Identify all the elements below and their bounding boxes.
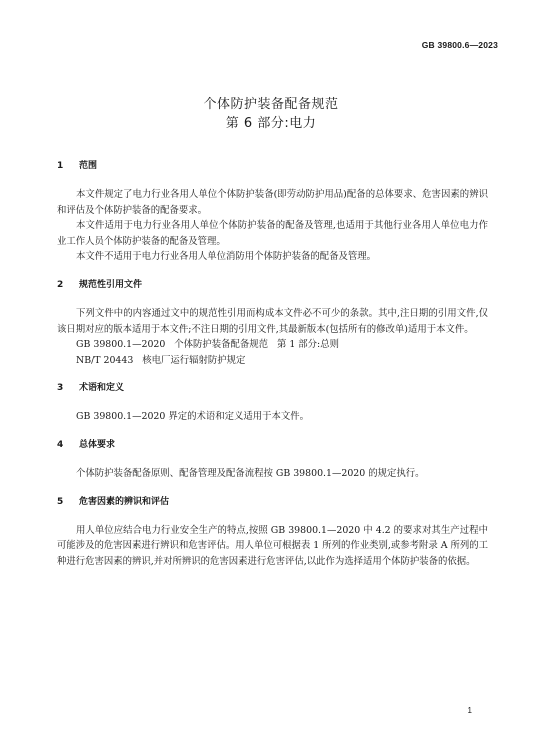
- paragraph: 本文件不适用于电力行业各用人单位消防用个体防护装备的配备及管理。: [76, 251, 377, 263]
- section-number: 4: [57, 439, 64, 450]
- document-body: [57, 159, 488, 569]
- section-title: 规范性引用文件: [79, 279, 143, 290]
- reference-item: NB/T 20443 核电厂运行辐射防护规定: [76, 354, 246, 366]
- section-heading-hazard-identification: [57, 495, 488, 509]
- paragraph: 个体防护装备配备原则、配备管理及配备流程按 GB 39800.1—2020 的规定执行。: [76, 467, 425, 479]
- section-heading-normative-references: [57, 278, 488, 292]
- section-heading-general-requirements: [57, 438, 488, 452]
- section-title: 总体要求: [79, 439, 116, 450]
- section-number: 3: [57, 383, 64, 394]
- section-title: 危害因素的辨识和评估: [79, 496, 170, 507]
- section-heading-terms: [57, 381, 488, 395]
- title-sub: 第 6 部分:电力: [225, 116, 317, 131]
- document-title: [0, 96, 542, 134]
- paragraph: 本文件规定了电力行业各用人单位个体防护装备(即劳动防护用品)配备的总体要求、危害因素的辨识和评估及个体防护装备的配备要求。: [57, 189, 488, 216]
- section-title: 范围: [79, 161, 98, 171]
- standard-code: GB 39800.6—2023: [421, 40, 498, 50]
- page-number: 1: [467, 706, 472, 715]
- section-number: 2: [57, 279, 64, 290]
- paragraph: GB 39800.1—2020 界定的术语和定义适用于本文件。: [76, 411, 309, 423]
- reference-item: GB 39800.1—2020 个体防护装备配备规范 第 1 部分:总则: [76, 339, 339, 351]
- title-main: 个体防护装备配备规范: [203, 97, 339, 112]
- paragraph: 下列文件中的内容通过文中的规范性引用而构成本文件必不可少的条款。其中,注日期的引用文件,仅该日期对应的版本适用于本文件;不注日期的引用文件,其最新版本(包括所有的修改单)适用于本文件。: [57, 307, 488, 335]
- paragraph: 本文件适用于电力行业各用人单位个体防护装备的配备及管理,也适用于其他行业各用人单位电力作业工作人员个体防护装备的配备及管理。: [57, 220, 488, 247]
- section-number: 1: [57, 161, 64, 171]
- section-number: 5: [57, 496, 64, 507]
- section-heading-scope: [57, 159, 488, 173]
- section-title: 术语和定义: [79, 383, 125, 394]
- paragraph: 用人单位应结合电力行业安全生产的特点,按照 GB 39800.1—2020 中 4.2 的要求对其生产过程中可能涉及的危害因素进行辨识和危害评估。用人单位可根据表 1 所列的作业类别,或参考附录 A 所列的工种进行危害因素的辨识,并对所辨识的危害因素进行危害评估,以此作为选择适用个体防护装备的依据。: [57, 524, 488, 567]
